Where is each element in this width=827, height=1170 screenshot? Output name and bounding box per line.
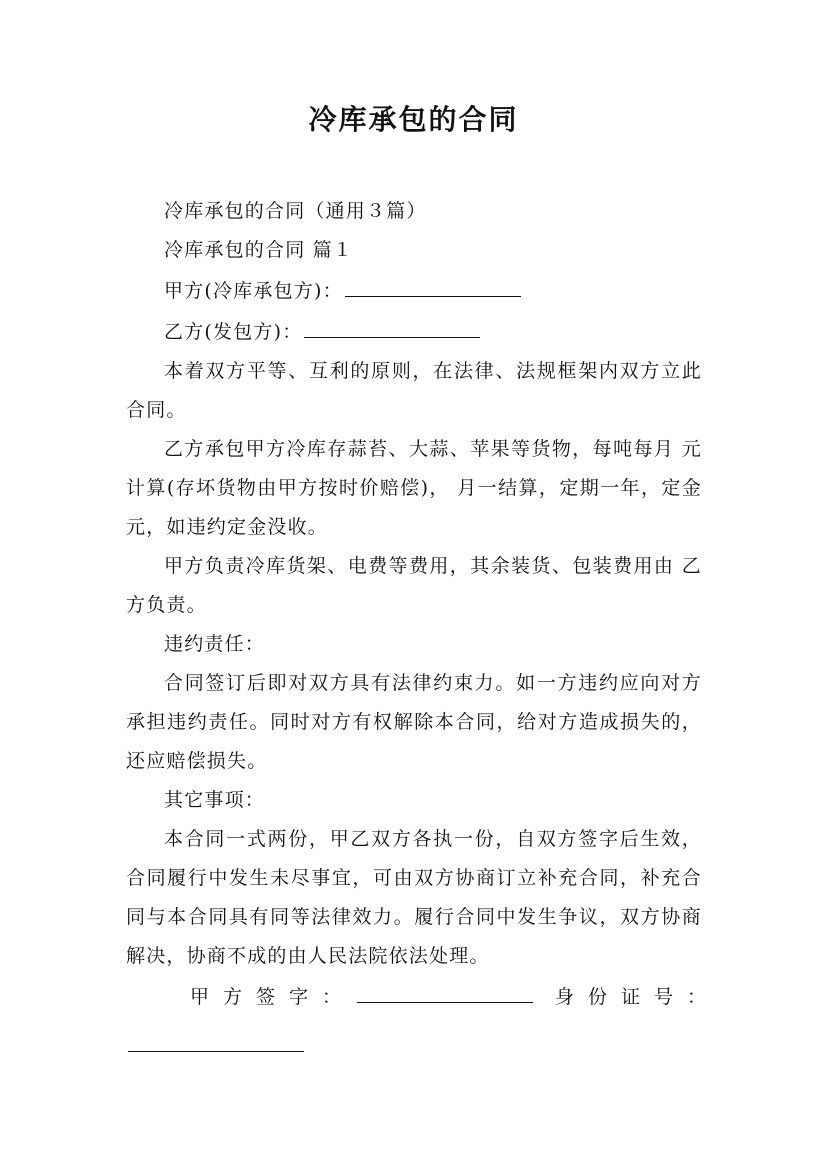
sign-blank: [357, 976, 533, 1003]
signature-line: [126, 976, 721, 1017]
party-b-blank: [304, 311, 480, 338]
id-number-line: [126, 1017, 702, 1056]
document-title: 冷库承包的合同: [308, 103, 519, 136]
party-b-line: [126, 311, 702, 352]
id-label: 身份证号：: [555, 986, 721, 1008]
breach-heading: 违约责任：: [164, 633, 266, 655]
id-number-blank: [128, 1025, 304, 1052]
document-body: [126, 192, 721, 1056]
document-subtitle: 冷库承包的合同（通用３篇）: [164, 200, 427, 222]
paragraph-principle: 本着双方平等、互利的原则，在法律、法规框架内双方立此合同。: [126, 360, 702, 421]
paragraph-fees: 甲方负责冷库货架、电费等费用，其余装货、包装费用由 乙方负责。: [126, 555, 702, 616]
sign-label: 甲方签字：: [190, 986, 356, 1008]
other-text: 本合同一式两份，甲乙双方各执一份，自双方签字后生效，合同履行中发生未尽事宜，可由双方协商订立补充合同，补充合同与本合同具有同等法律效力。履行合同中发生争议，双方协商解决，协商不成的由人民法院依法处理。: [126, 828, 702, 967]
paragraph-storage-terms: 乙方承包甲方冷库存蒜苔、大蒜、苹果等货物，每吨每月 元计算(存坏货物由甲方按时价赔偿)， 月一结算，定期一年，定金元，如违约定金没收。: [126, 438, 702, 538]
party-a-blank: [345, 270, 521, 297]
party-a-line: [126, 270, 702, 311]
other-heading: 其它事项：: [164, 789, 266, 811]
party-b-label: 乙方(发包方)：: [164, 321, 303, 343]
breach-text: 合同签订后即对双方具有法律约束力。如一方违约应向对方承担违约责任。同时对方有权解除本合同，给对方造成损失的，还应赔偿损失。: [126, 672, 702, 772]
section-heading: 冷库承包的合同 篇１: [164, 239, 354, 261]
party-a-label: 甲方(冷库承包方)：: [164, 280, 343, 302]
